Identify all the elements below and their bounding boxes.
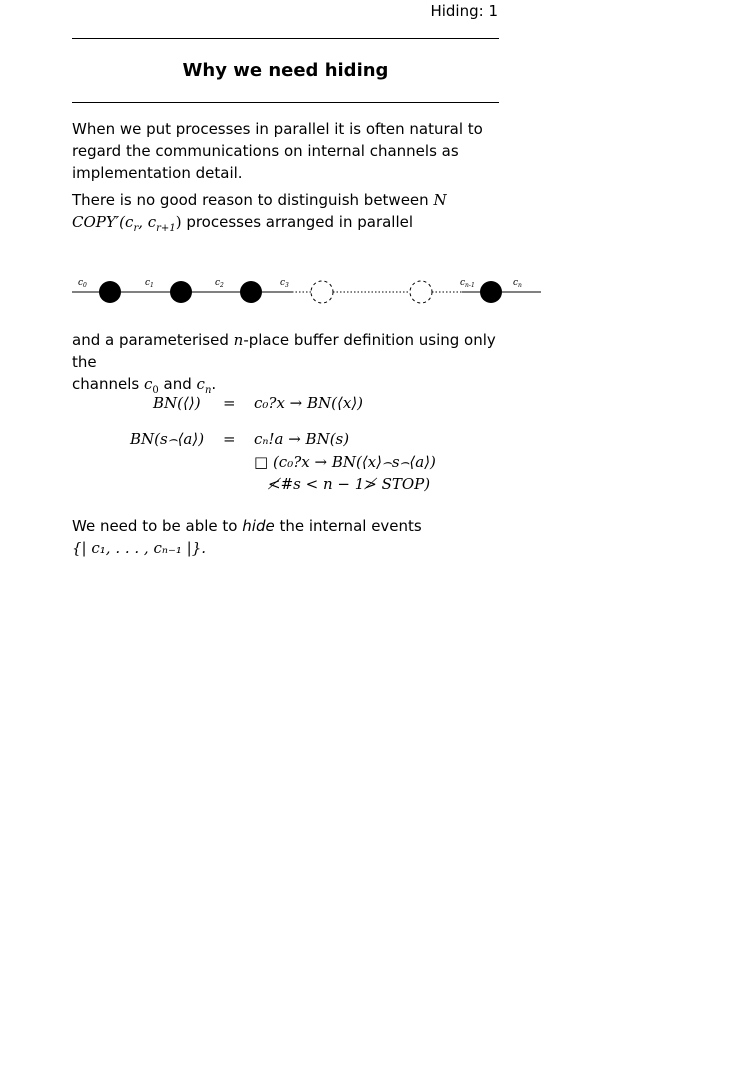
paragraph-3-text-channels: channels xyxy=(72,375,140,393)
paragraph-2-text-2: processes arranged in parallel xyxy=(186,213,414,231)
math-c0-sub: 0 xyxy=(152,385,159,396)
math-n-place: n xyxy=(233,331,244,349)
paragraph-2-text-1: There is no good reason to distinguish between xyxy=(72,191,429,209)
process-chain-diagram xyxy=(0,268,754,316)
paragraph-2 xyxy=(72,189,512,240)
title-rule xyxy=(72,102,499,103)
eq2-op: = xyxy=(223,430,236,448)
process-node-2 xyxy=(170,281,192,303)
label-cn: $c_n$ xyxy=(513,278,522,289)
eq1-op: = xyxy=(223,394,236,412)
process-node-1 xyxy=(99,281,121,303)
math-cn-sub: n xyxy=(204,385,212,396)
paragraph-3-line-1 xyxy=(72,329,522,373)
paragraph-1-line-3: implementation detail. xyxy=(72,164,243,182)
paragraph-3-text-a: and a parameterised xyxy=(72,331,229,349)
label-cn-1: $c_{n-1}$ xyxy=(460,278,475,289)
math-c0: c xyxy=(143,375,153,393)
math-copy: COPY′(c xyxy=(72,213,134,231)
paragraph-2-line-1 xyxy=(72,189,512,211)
running-head: Hiding: 1 xyxy=(430,2,498,20)
paragraph-4-text-a: We need to be able to xyxy=(72,517,238,535)
paragraph-3-text-and: and xyxy=(163,375,192,393)
paragraph-4-line-2: {| c₁, . . . , cₙ₋₁ |}. xyxy=(72,539,207,557)
label-c1: $c_1$ xyxy=(145,278,154,289)
slide-title: Why we need hiding xyxy=(182,60,389,81)
eq1-lhs: BN(⟨⟩) xyxy=(153,394,201,412)
eq2-rhs-1: cₙ!a → BN(s) xyxy=(254,430,350,448)
math-sub-r: r xyxy=(133,223,139,234)
paragraph-4-text-b: the internal events xyxy=(279,517,422,535)
math-cn: c xyxy=(196,375,205,393)
label-c3: $c_3$ xyxy=(280,278,289,289)
paragraph-1-line-1: When we put processes in parallel it is often natural to xyxy=(72,120,483,138)
paragraph-3-period: . xyxy=(211,375,217,393)
paragraph-3-text-b: -place buffer definition using only the xyxy=(72,331,496,371)
math-close: ) xyxy=(175,213,182,231)
paragraph-4-line-1 xyxy=(72,515,512,537)
label-c2: $c_2$ xyxy=(215,278,224,289)
math-sub-r1: r+1 xyxy=(156,223,176,234)
eq2-rhs-2: □ (c₀?x → BN(⟨x⟩⌢s⌢⟨a⟩) xyxy=(254,453,436,471)
paragraph-2-line-2 xyxy=(72,211,512,240)
paragraph-1 xyxy=(72,118,512,184)
eq1-rhs: c₀?x → BN(⟨x⟩) xyxy=(254,394,364,412)
emphasis-hide: hide xyxy=(242,517,275,535)
eq2-rhs-3: ≮#s < n − 1≯ STOP) xyxy=(268,475,431,493)
paragraph-4 xyxy=(72,515,512,559)
paragraph-3 xyxy=(72,329,522,402)
paragraph-1-line-2: regard the communications on internal channels as xyxy=(72,142,459,160)
math-comma: , c xyxy=(138,213,157,231)
process-node-elided-2 xyxy=(410,281,432,303)
math-n: N xyxy=(433,191,447,209)
process-node-elided-1 xyxy=(311,281,333,303)
process-node-3 xyxy=(240,281,262,303)
process-node-n xyxy=(480,281,502,303)
top-rule xyxy=(72,38,499,39)
label-c0: $c_0$ xyxy=(78,278,87,289)
eq2-lhs: BN(s⌢⟨a⟩) xyxy=(130,430,205,448)
